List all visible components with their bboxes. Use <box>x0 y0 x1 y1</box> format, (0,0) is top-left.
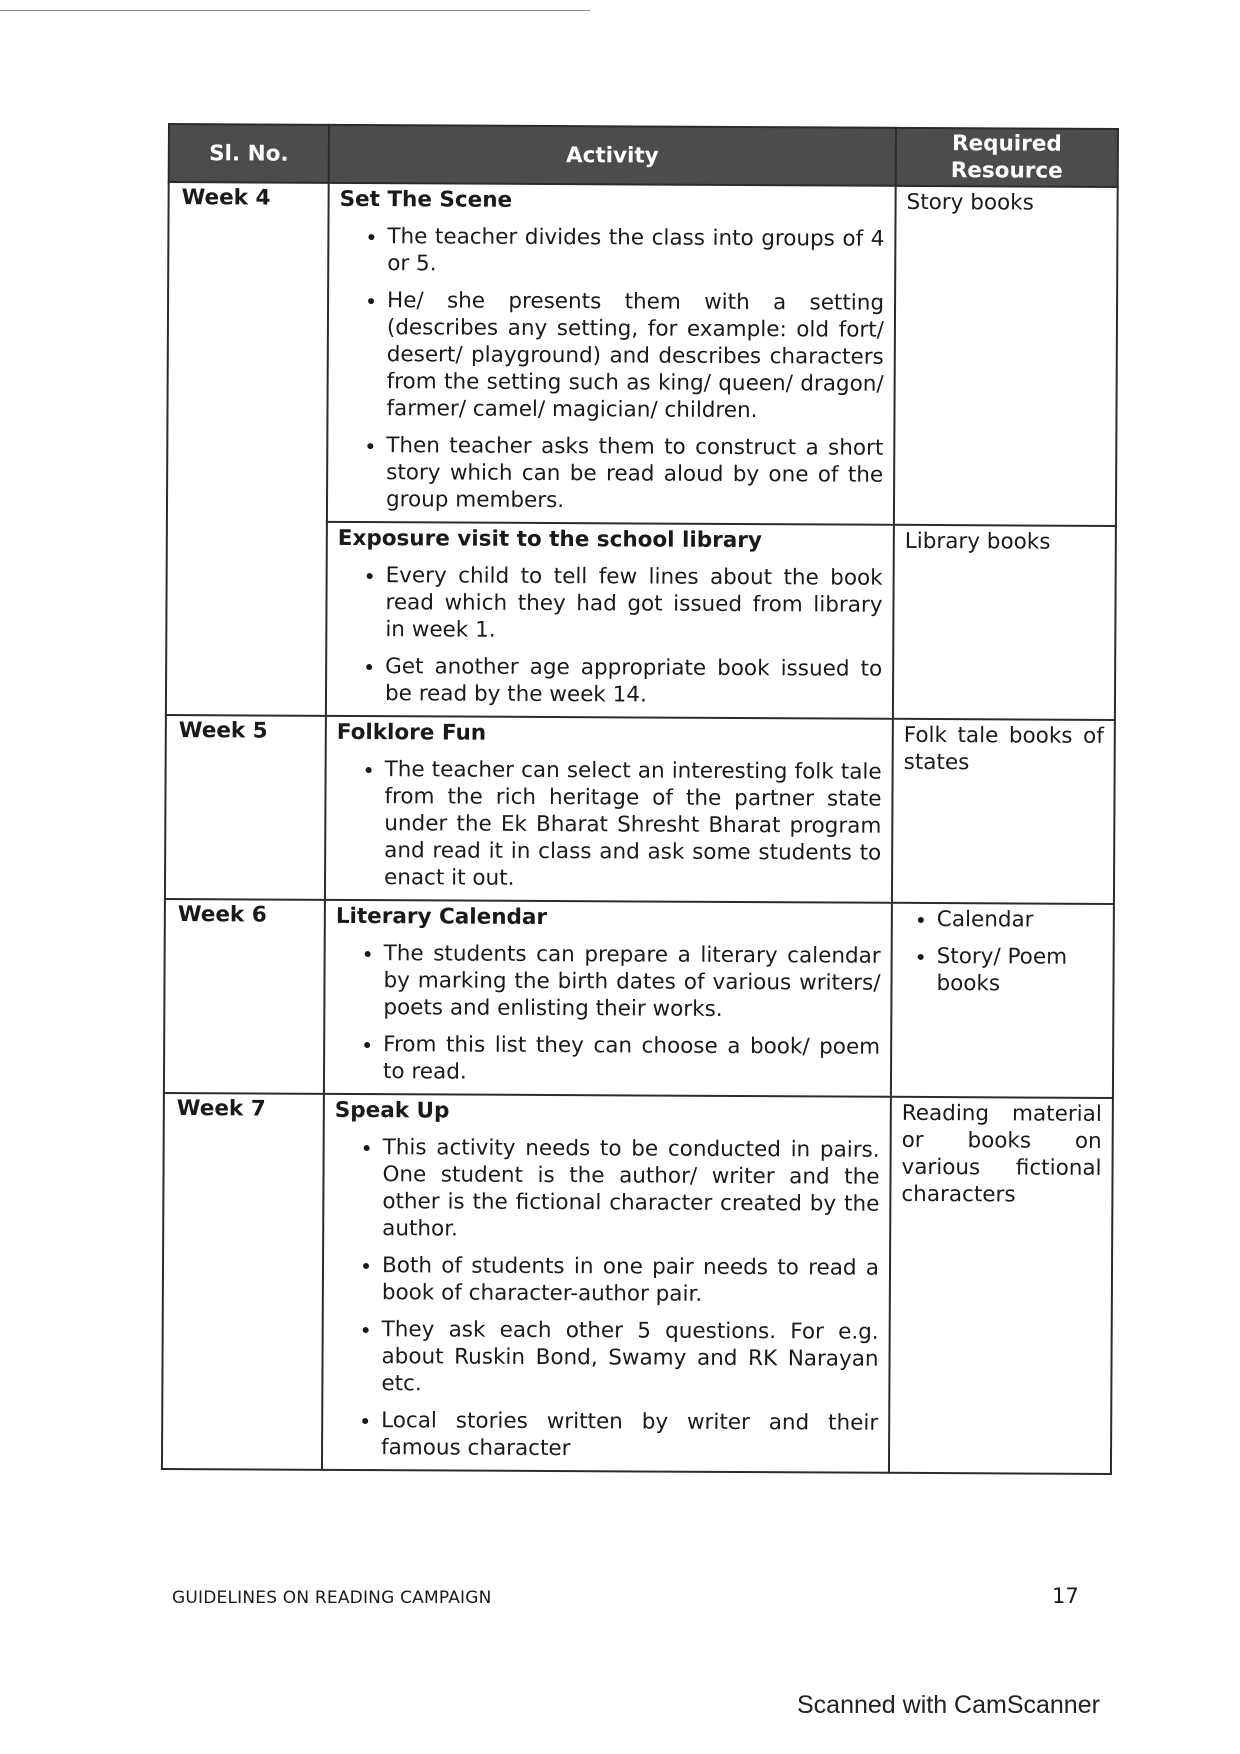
resource-cell <box>889 1097 1113 1474</box>
activity-cell <box>322 1094 891 1473</box>
activity-title: Literary Calendar <box>335 903 548 930</box>
week-label: Week 4 <box>166 182 329 716</box>
week-label: Week 6 <box>164 899 325 1094</box>
table-header-row <box>169 124 1118 187</box>
resource-text: Library books <box>904 528 1051 555</box>
resource-cell <box>892 719 1115 904</box>
table-row <box>165 715 1115 904</box>
activity-title: Exposure visit to the school library <box>337 525 762 554</box>
page-number: 17 <box>1052 1584 1079 1608</box>
activity-point: • They ask each other 5 questions. For e.g. about Ruskin Bond, Swamy and RK Narayan etc. <box>381 1316 878 1400</box>
resource-text: Folk tale books of states <box>903 722 1104 776</box>
resource-cell <box>891 903 1114 1098</box>
activity-point: • From this list they can choose a book/ poem to read. <box>383 1031 880 1088</box>
table-row <box>162 1093 1113 1474</box>
activity-point: • Local stories written by writer and their famous character <box>381 1407 878 1464</box>
activity-point: • The students can prepare a literary calendar by marking the birth dates of various writers/ poets and enlisting their works. <box>383 940 880 1024</box>
activity-points <box>337 562 883 710</box>
activity-point: • The teacher divides the class into groups of 4 or 5. <box>387 223 884 280</box>
activity-cell <box>327 183 896 525</box>
activity-point: • The teacher can select an interesting folk tale from the rich heritage of the partner state under the Ek Bharat Shresht Bharat program and read it in class and ask some students to enact it out. <box>384 756 882 894</box>
activity-cell <box>324 900 892 1097</box>
activity-point: • Every child to tell few lines about the book read which they had got issued from library in week 1. <box>385 562 882 646</box>
activity-points <box>338 223 885 516</box>
activity-points <box>336 756 882 894</box>
activity-point: • He/ she presents them with a setting (describes any setting, for example: old fort/ desert/ playground) and describes characters from the setting such as king/ queen/ dragon/ farmer/ camel/ magician/ children. <box>386 287 884 425</box>
table-row <box>167 182 1118 526</box>
activity-title: Folklore Fun <box>336 719 487 746</box>
header-sl-no: Sl. No. <box>169 124 329 183</box>
header-activity: Activity <box>329 125 896 186</box>
activity-points <box>333 1134 880 1464</box>
activity-point: • This activity needs to be conducted in pairs. One student is the author/ writer and the other is the fictional character created by the author. <box>382 1134 880 1245</box>
activity-point: • Then teacher asks them to construct a short story which can be read aloud by one of the group members. <box>386 432 883 516</box>
footer-doc-title: GUIDELINES ON READING CAMPAIGN <box>172 1588 492 1608</box>
activity-title: Set The Scene <box>339 186 513 213</box>
resource-cell <box>894 186 1118 526</box>
table-row <box>164 899 1114 1098</box>
week-label: Week 7 <box>162 1093 324 1470</box>
resource-text: Story books <box>906 189 1034 216</box>
activity-points <box>335 940 881 1088</box>
resource-item: • Story/ Poem books <box>936 943 1102 998</box>
header-resource-line1: Required <box>951 131 1062 157</box>
resource-cell <box>893 525 1116 720</box>
resource-item: • Calendar <box>937 906 1103 934</box>
activity-title: Speak Up <box>334 1097 450 1124</box>
activity-cell <box>326 522 894 719</box>
week-label: Week 5 <box>165 715 326 900</box>
activity-point: • Get another age appropriate book issued to be read by the week 14. <box>385 653 882 710</box>
document-page <box>161 123 1117 1475</box>
top-rule <box>0 10 590 11</box>
scanner-watermark: Scanned with CamScanner <box>797 1691 1100 1719</box>
activity-cell <box>325 716 893 903</box>
header-resource-line2: Resource <box>950 158 1063 184</box>
resource-list <box>902 906 1102 998</box>
resource-text: Reading material or books on various fictional characters <box>901 1100 1102 1208</box>
activity-table <box>161 123 1119 1475</box>
header-required-resource <box>896 128 1118 187</box>
activity-point: • Both of students in one pair needs to read a book of character-author pair. <box>382 1252 879 1309</box>
